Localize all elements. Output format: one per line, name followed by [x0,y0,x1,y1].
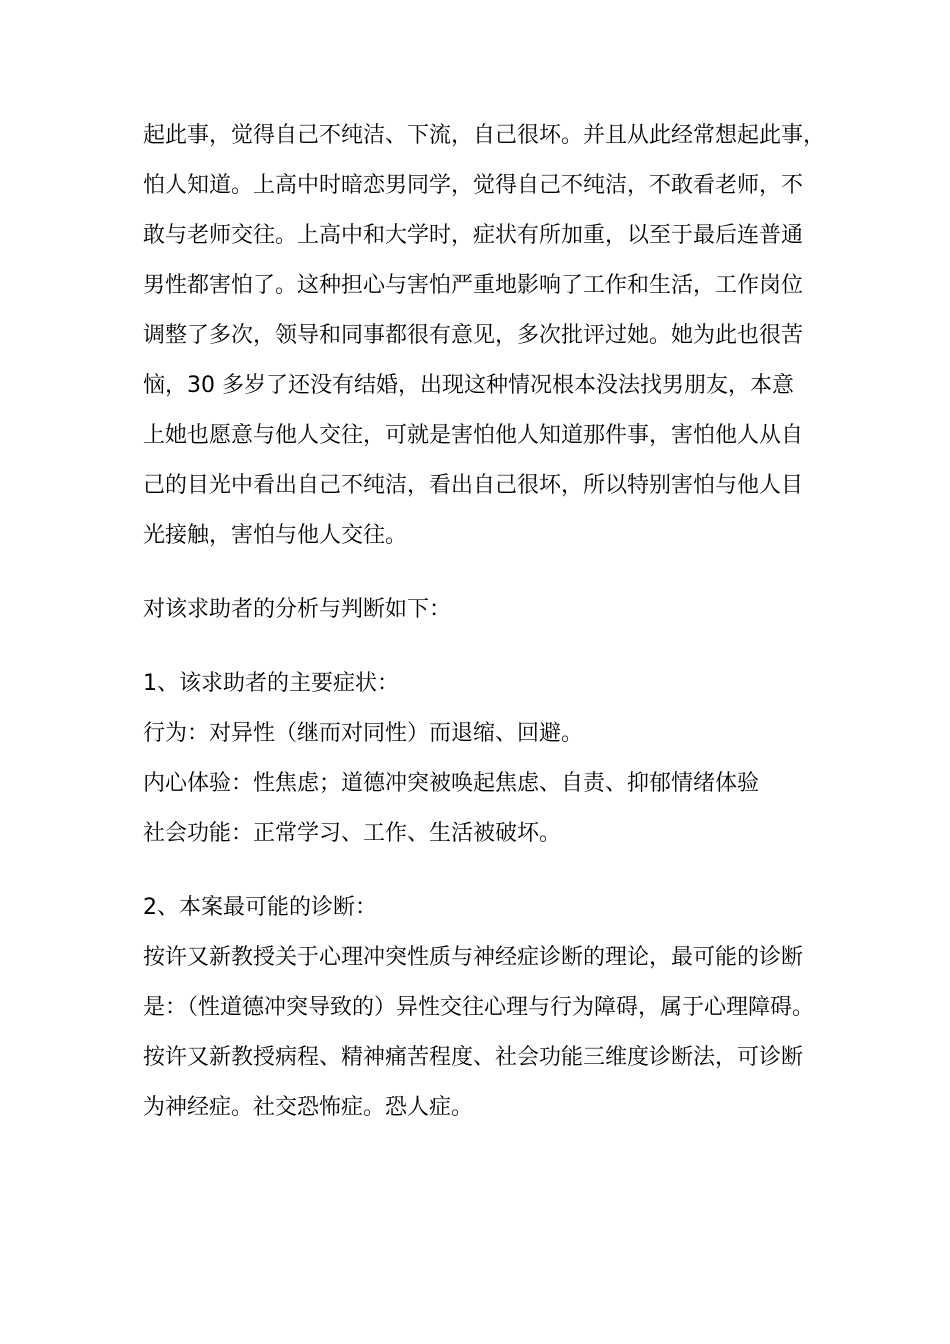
diagnosis-line-3: 按许又新教授病程、精神痛苦程度、社会功能三维度诊断法，可诊断 [143,1045,804,1070]
case-line-4: 男性都害怕了。这种担心与害怕严重地影响了工作和生活，工作岗位 [143,273,804,298]
spacer [143,561,811,585]
analysis-intro [143,585,811,635]
case-line-6: 恼，30 多岁了还没有结婚，出现这种情况根本没法找男朋友，本意 [143,373,794,398]
symptom-inner-experience: 内心体验：性焦虑；道德冲突被唤起焦虑、自责、抑郁情绪体验 [143,771,760,796]
case-line-8: 己的目光中看出自己不纯洁，看出自己很坏，所以特别害怕与他人目 [143,473,804,498]
case-line-3: 敢与老师交往。上高中和大学时，症状有所加重，以至于最后连普通 [143,223,804,248]
spacer [143,635,811,659]
document-page [143,111,826,1133]
case-line-5: 调整了多次，领导和同事都很有意见，多次批评过她。她为此也很苦 [143,323,804,348]
case-line-1: 起此事，觉得自己不纯洁、下流，自己很坏。并且从此经常想起此事， [143,123,826,148]
analysis-intro-text: 对该求助者的分析与判断如下： [143,597,452,622]
case-description-paragraph [143,111,826,561]
section-diagnosis-heading: 2、本案最可能的诊断： [143,895,377,920]
symptom-behavior: 行为：对异性（继而对同性）而退缩、回避。 [143,721,584,746]
diagnosis-line-2: 是：（性道德冲突导致的）异性交往心理与行为障碍，属于心理障碍。 [143,995,815,1020]
symptom-social-function: 社会功能：正常学习、工作、生活被破坏。 [143,821,562,846]
spacer [143,859,811,883]
section-diagnosis [143,883,815,1133]
section-symptoms-heading: 1、该求助者的主要症状： [143,671,399,696]
section-symptoms [143,659,811,859]
diagnosis-line-4: 为神经症。社交恐怖症。恐人症。 [143,1095,474,1120]
diagnosis-line-1: 按许又新教授关于心理冲突性质与神经症诊断的理论，最可能的诊断 [143,945,804,970]
case-line-7: 上她也愿意与他人交往，可就是害怕他人知道那件事，害怕他人从自 [143,423,804,448]
case-line-2: 怕人知道。上高中时暗恋男同学，觉得自己不纯洁，不敢看老师，不 [143,173,804,198]
case-line-9: 光接触，害怕与他人交往。 [143,523,408,548]
